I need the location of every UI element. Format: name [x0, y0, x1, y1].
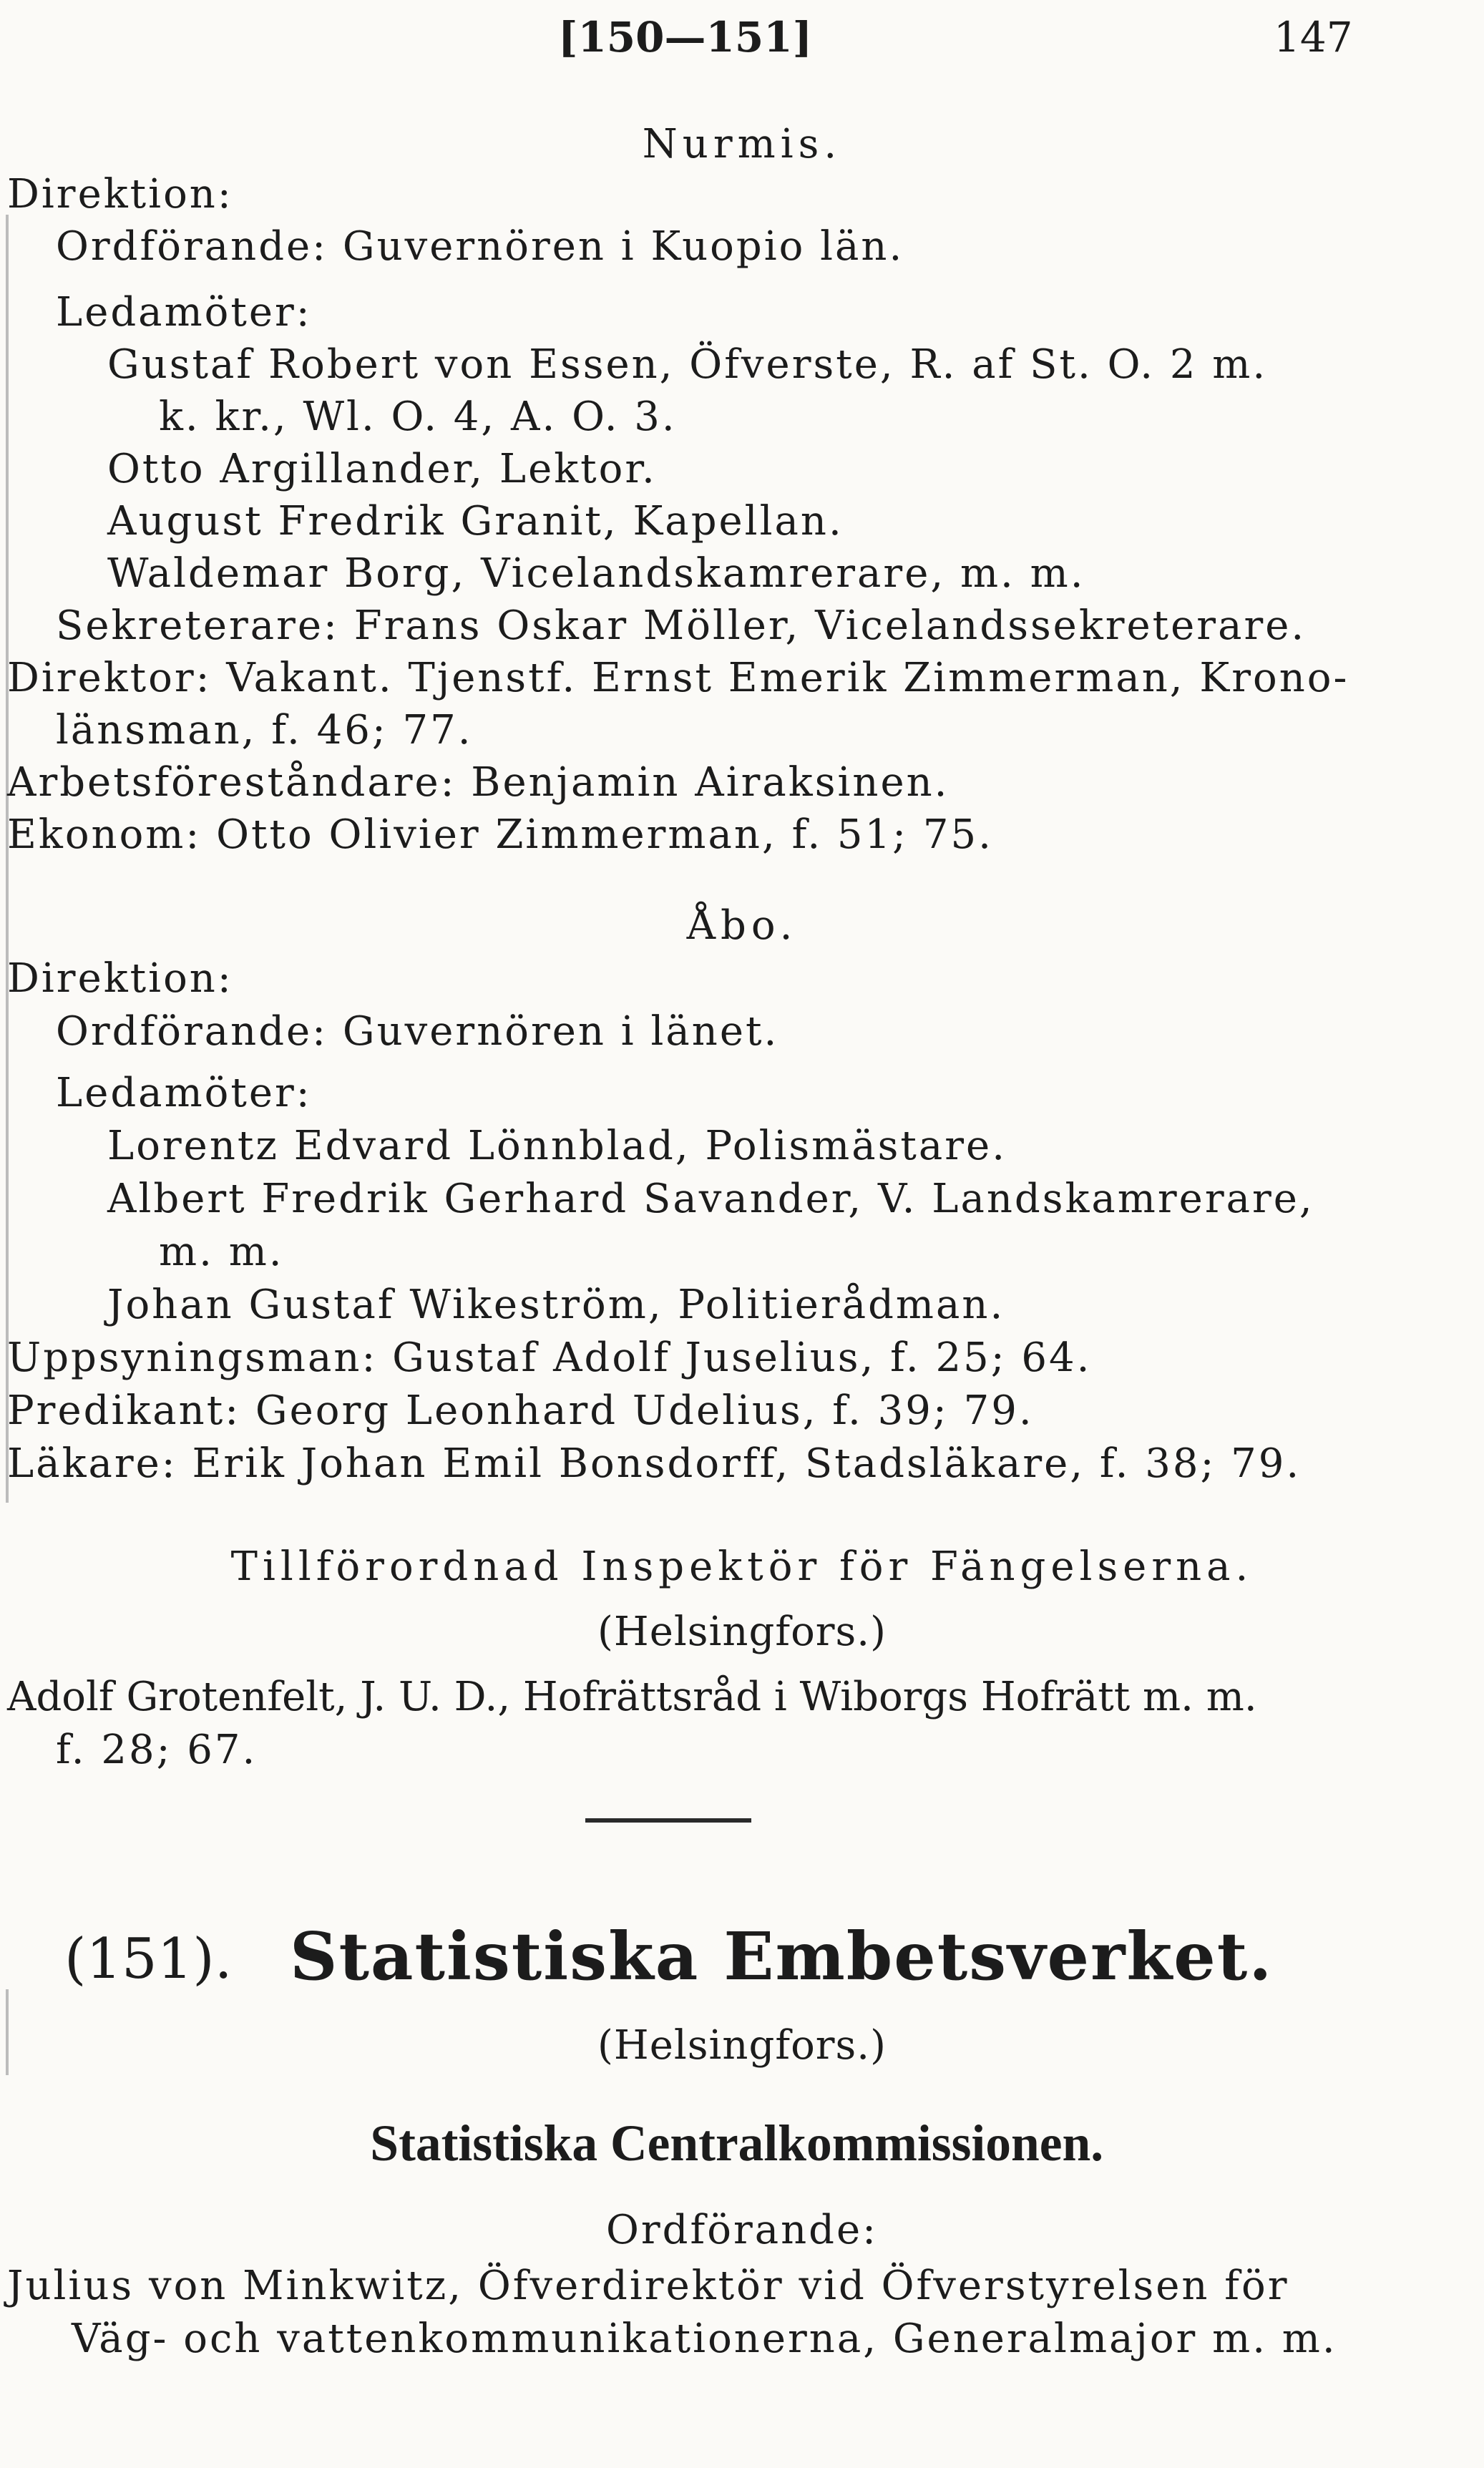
member-line: Waldemar Borg, Vicelandskamrerare, m. m. — [107, 550, 1085, 597]
direktion-label: Direktion: — [7, 955, 233, 1002]
ledamoter-label: Ledamöter: — [56, 289, 312, 336]
inspektor-location: (Helsingfors.) — [597, 1609, 887, 1655]
inspektor-line: Adolf Grotenfelt, J. U. D., Hofrättsråd i Wiborgs Hofrätt m. m. — [7, 1674, 1257, 1720]
chairman-line: Julius von Minkwitz, Öfverdirektör vid Öfverstyrelsen för — [7, 2263, 1289, 2309]
member-line: k. kr., Wl. O. 4, A. O. 3. — [159, 394, 677, 440]
direktion-label: Direktion: — [7, 171, 233, 218]
chairman-line-continued: Väg- och vattenkommunikationerna, Generalmajor m. m. — [72, 2316, 1337, 2362]
member-line: Johan Gustaf Wikeström, Politierådman. — [107, 1282, 1005, 1328]
ordforande-line: Ordförande: Guvernören i Kuopio län. — [56, 223, 904, 270]
sekreterare-line: Sekreterare: Frans Oskar Möller, Vicelandssekreterare. — [56, 603, 1307, 649]
statistiska-location: (Helsingfors.) — [597, 2022, 887, 2069]
member-line: Lorentz Edvard Lönnblad, Polismästare. — [107, 1123, 1007, 1169]
page-number: 147 — [1274, 13, 1353, 62]
section-number: (151). — [64, 1927, 233, 1991]
member-line: Otto Argillander, Lektor. — [107, 446, 657, 492]
scan-edge-mark — [6, 215, 9, 1503]
member-line-continued: m. m. — [159, 1229, 284, 1275]
inspektor-line-continued: f. 28; 67. — [56, 1727, 258, 1773]
ekonom-line: Ekonom: Otto Olivier Zimmerman, f. 51; 75. — [7, 811, 993, 858]
centralkommission-heading: Statistiska Centralkommissionen. — [370, 2115, 1104, 2172]
ledamoter-label: Ledamöter: — [56, 1070, 312, 1116]
arbetsforestandare-line: Arbetsföreståndare: Benjamin Airaksinen. — [7, 759, 950, 806]
predikant-line: Predikant: Georg Leonhard Udelius, f. 39; 79. — [7, 1387, 1034, 1434]
direktor-line-continued: länsman, f. 46; 77. — [56, 707, 473, 753]
section-heading-nurmis: Nurmis. — [642, 121, 842, 167]
direktor-line: Direktor: Vakant. Tjenstf. Ernst Emerik Zimmerman, Krono- — [7, 655, 1349, 701]
section-divider — [585, 1818, 751, 1823]
lakare-line: Läkare: Erik Johan Emil Bonsdorff, Stadsläkare, f. 38; 79. — [7, 1440, 1302, 1487]
member-line: August Fredrik Granit, Kapellan. — [107, 498, 844, 545]
page-range: [150—151] — [558, 13, 813, 62]
member-line: Albert Fredrik Gerhard Savander, V. Landskamrerare, — [107, 1176, 1314, 1222]
ordforande-label: Ordförande: — [605, 2207, 879, 2253]
ordforande-line: Ordförande: Guvernören i länet. — [56, 1008, 779, 1055]
section-heading-abo: Åbo. — [686, 902, 798, 949]
section-title: Statistiska Embetsverket. — [290, 1918, 1274, 1995]
member-line: Gustaf Robert von Essen, Öfverste, R. af St. O. 2 m. — [107, 341, 1268, 388]
inspektor-heading: Tillförordnad Inspektör för Fängelserna. — [230, 1543, 1254, 1590]
uppsyningsman-line: Uppsyningsman: Gustaf Adolf Juselius, f. 25; 64. — [7, 1335, 1092, 1381]
